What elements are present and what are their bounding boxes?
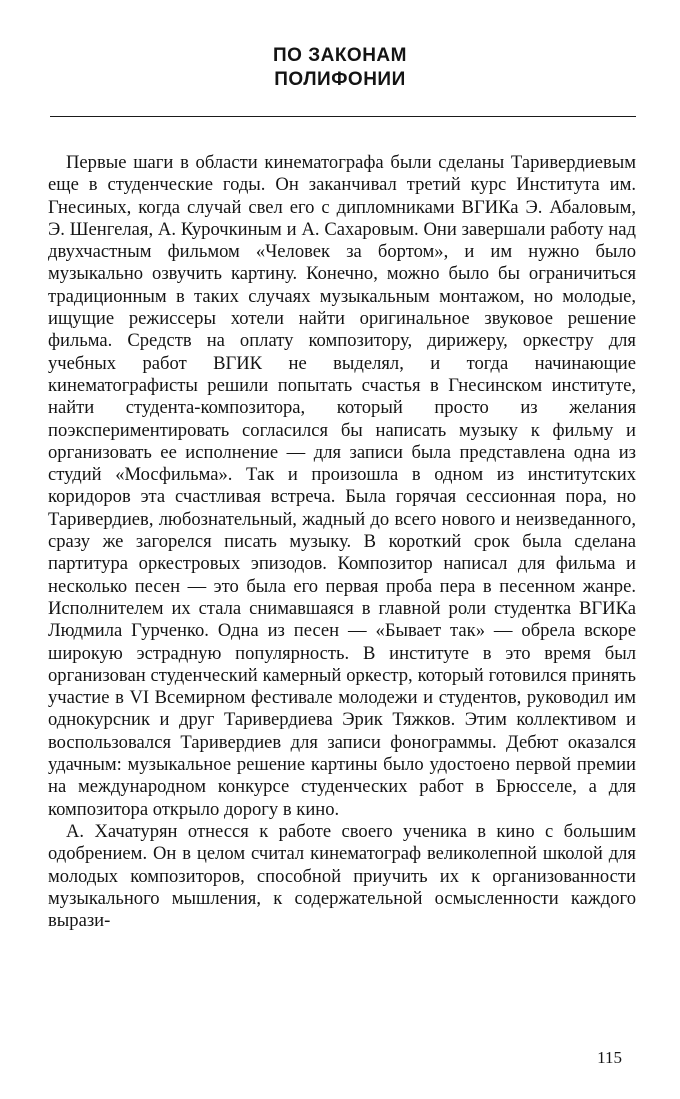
title-divider (50, 116, 636, 117)
chapter-title-line-1: ПО ЗАКОНАМ (273, 45, 407, 66)
body-text (48, 152, 636, 932)
paragraph-2: А. Хачатурян отнесся к работе своего ученика в кино с большим одобрением. Он в целом считал кинематограф великолепной школой для молодых композиторов, способной приучить их к организованности музыкального мышления, к содержательной осмысленности каждого вырази- (48, 820, 636, 932)
chapter-title (0, 44, 680, 92)
chapter-title-line-2: ПОЛИФОНИИ (274, 69, 406, 90)
page-number: 115 (597, 1048, 622, 1067)
paragraph-1: Первые шаги в области кинематографа были сделаны Таривердиевым еще в студенческие годы. Он заканчивал третий курс Института им. Гнесиных, когда случай свел его с дипломниками ВГИКа Э. Абаловым, Э. Шенгелая, А. Курочкиным и А. Сахаровым. Они завершали работу над двухчастным фильмом «Человек за бортом», и им нужно было музыкально озвучить картину. Конечно, можно было бы ограничиться традиционным в таких случаях музыкальным монтажом, но молодые, ищущие режиссеры хотели найти оригинальное звуковое решение фильма. Средств на оплату композитору, дирижеру, оркестру для учебных работ ВГИК не выделял, и тогда начинающие кинематографисты решили попытать счастья в Гнесинском институте, найти студента-композитора, который просто из желания поэкспериментировать согласился бы написать музыку к фильму и организовать ее исполнение — для записи была представлена одна из студий «Мосфильма». Так и произошла в одном из институтских коридоров эта счастливая встреча. Была горячая сессионная пора, но Таривердиев, любознательный, жадный до всего нового и неизведанного, сразу же загорелся писать музыку. В короткий срок была сделана партитура оркестровых эпизодов. Композитор написал для фильма и несколько песен — это была его первая проба пера в песенном жанре. Исполнителем их стала снимавшаяся в главной роли студентка ВГИКа Людмила Гурченко. Одна из песен — «Бывает так» — обрела вскоре широкую эстрадную популярность. В институте в это время был организован студенческий камерный оркестр, который готовился принять участие в VI Всемирном фестивале молодежи и студентов, руководил им однокурсник и друг Таривердиева Эрик Тяжков. Этим коллективом и воспользовался Таривердиев для записи фонограммы. Дебют оказался удачным: музыкальное решение картины было удостоено первой премии на международном конкурсе студенческих работ в Брюсселе, а для композитора открыло дорогу в кино. (48, 152, 636, 820)
